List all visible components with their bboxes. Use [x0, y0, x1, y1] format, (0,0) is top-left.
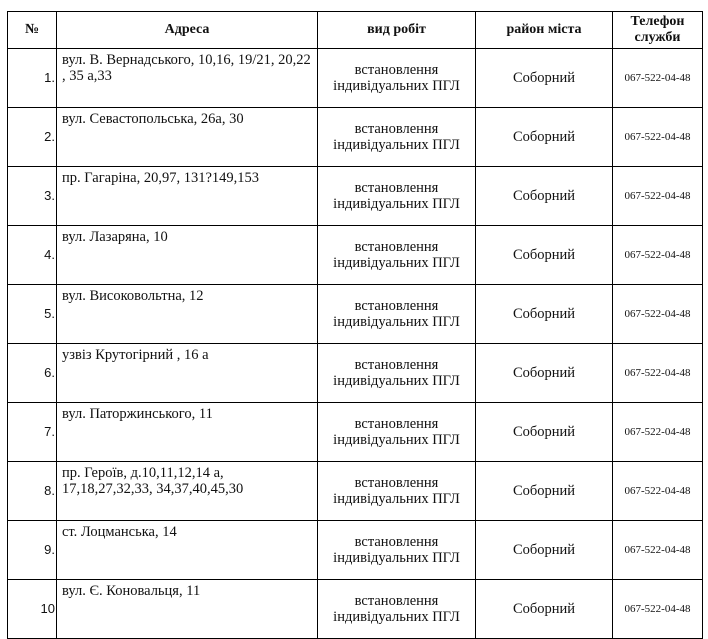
table-row [8, 226, 703, 285]
phone-cell: 067-522-04-48 [613, 344, 703, 403]
address-cell: вул. В. Вернадського, 10,16, 19/21, 20,22 , 35 а,33 [57, 49, 318, 108]
district-cell: Соборний [476, 167, 613, 226]
table-row [8, 521, 703, 580]
district-cell: Соборний [476, 49, 613, 108]
address-cell: вул. Є. Коновальця, 11 [57, 580, 318, 639]
header-address: Адреса [57, 12, 318, 49]
district-cell: Соборний [476, 521, 613, 580]
header-district: район міста [476, 12, 613, 49]
district-cell: Соборний [476, 226, 613, 285]
table-row [8, 580, 703, 639]
phone-cell: 067-522-04-48 [613, 403, 703, 462]
row-number: 8. [8, 462, 57, 521]
district-cell: Соборний [476, 462, 613, 521]
address-cell: ст. Лоцманська, 14 [57, 521, 318, 580]
table-row [8, 462, 703, 521]
work-type-cell: встановлення індивідуальних ПГЛ [318, 462, 476, 521]
row-number: 2. [8, 108, 57, 167]
table-row [8, 285, 703, 344]
district-cell: Соборний [476, 403, 613, 462]
address-cell: узвіз Крутогірний , 16 а [57, 344, 318, 403]
table-row [8, 403, 703, 462]
row-number: 10 [8, 580, 57, 639]
district-cell: Соборний [476, 344, 613, 403]
row-number: 4. [8, 226, 57, 285]
work-type-cell: встановлення індивідуальних ПГЛ [318, 285, 476, 344]
district-cell: Соборний [476, 285, 613, 344]
row-number: 7. [8, 403, 57, 462]
phone-cell: 067-522-04-48 [613, 521, 703, 580]
work-type-cell: встановлення індивідуальних ПГЛ [318, 167, 476, 226]
row-number: 1. [8, 49, 57, 108]
header-row [8, 12, 703, 49]
address-cell: пр. Героїв, д.10,11,12,14 а, 17,18,27,32,33, 34,37,40,45,30 [57, 462, 318, 521]
header-num: № [8, 12, 57, 49]
phone-cell: 067-522-04-48 [613, 226, 703, 285]
work-type-cell: встановлення індивідуальних ПГЛ [318, 521, 476, 580]
address-cell: пр. Гагаріна, 20,97, 131?149,153 [57, 167, 318, 226]
work-type-cell: встановлення індивідуальних ПГЛ [318, 403, 476, 462]
table-row [8, 167, 703, 226]
work-type-cell: встановлення індивідуальних ПГЛ [318, 226, 476, 285]
phone-cell: 067-522-04-48 [613, 167, 703, 226]
work-type-cell: встановлення індивідуальних ПГЛ [318, 344, 476, 403]
header-phone: Телефон служби [613, 12, 703, 49]
work-type-cell: встановлення індивідуальних ПГЛ [318, 108, 476, 167]
district-cell: Соборний [476, 108, 613, 167]
address-cell: вул. Лазаряна, 10 [57, 226, 318, 285]
table-row [8, 49, 703, 108]
address-cell: вул. Високовольтна, 12 [57, 285, 318, 344]
table-row [8, 108, 703, 167]
phone-cell: 067-522-04-48 [613, 285, 703, 344]
phone-cell: 067-522-04-48 [613, 462, 703, 521]
row-number: 5. [8, 285, 57, 344]
row-number: 9. [8, 521, 57, 580]
address-cell: вул. Севастопольська, 26а, 30 [57, 108, 318, 167]
row-number: 3. [8, 167, 57, 226]
phone-cell: 067-522-04-48 [613, 580, 703, 639]
phone-cell: 067-522-04-48 [613, 49, 703, 108]
district-cell: Соборний [476, 580, 613, 639]
row-number: 6. [8, 344, 57, 403]
work-type-cell: встановлення індивідуальних ПГЛ [318, 49, 476, 108]
table-row [8, 344, 703, 403]
addresses-table [7, 11, 703, 639]
phone-cell: 067-522-04-48 [613, 108, 703, 167]
address-cell: вул. Паторжинського, 11 [57, 403, 318, 462]
work-type-cell: встановлення індивідуальних ПГЛ [318, 580, 476, 639]
header-work: вид робіт [318, 12, 476, 49]
